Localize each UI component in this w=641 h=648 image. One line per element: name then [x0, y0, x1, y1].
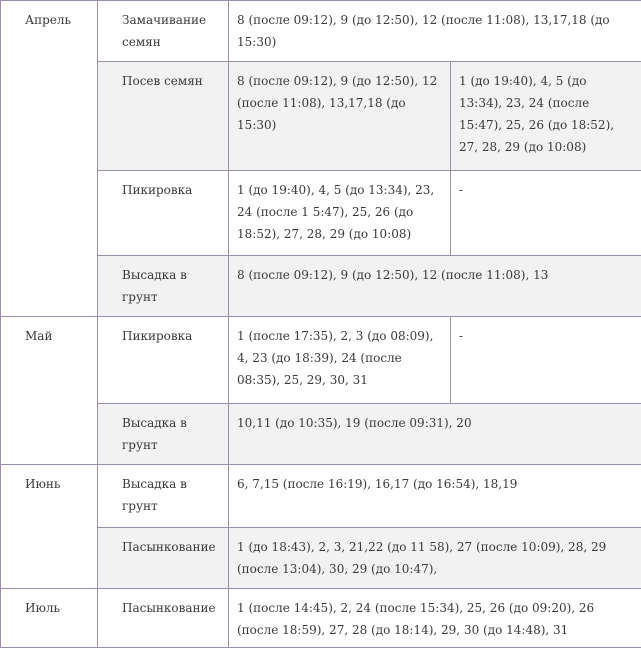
dates-text: - — [459, 183, 463, 197]
operation-label: Высадка в грунт — [122, 477, 187, 513]
dates-text: 8 (после 09:12), 9 (до 12:50), 12 (после 11:08), 13,17,18 (до 15:30) — [237, 74, 437, 132]
month-label: Июль — [25, 601, 60, 615]
table-row — [1, 589, 641, 648]
month-label: Июнь — [25, 477, 60, 491]
dates-cell — [451, 317, 641, 404]
dates-cell — [229, 1, 641, 62]
dates-cell — [451, 171, 641, 256]
dates-cell — [229, 465, 641, 528]
table-row — [1, 528, 641, 589]
table-row — [1, 171, 641, 256]
table-row — [1, 317, 641, 404]
dates-text: 6, 7,15 (после 16:19), 16,17 (до 16:54), 18,19 — [237, 477, 517, 491]
operation-label: Высадка в грунт — [122, 416, 187, 452]
operation-label: Пасынкование — [122, 601, 216, 615]
month-label: Май — [25, 329, 52, 343]
operation-cell — [98, 465, 229, 528]
dates-text: - — [459, 329, 463, 343]
dates-text: 10,11 (до 10:35), 19 (после 09:31), 20 — [237, 416, 472, 430]
table-row — [1, 62, 641, 171]
operation-cell — [98, 404, 229, 465]
operation-cell — [98, 62, 229, 171]
table-row — [1, 404, 641, 465]
dates-cell — [229, 528, 641, 589]
dates-text: 1 (после 17:35), 2, 3 (до 08:09), 4, 23 (до 18:39), 24 (после 08:35), 25, 29, 30, 31 — [237, 329, 433, 387]
operation-cell — [98, 317, 229, 404]
operation-label: Пикировка — [122, 183, 192, 197]
dates-cell — [229, 589, 641, 648]
dates-text: 1 (после 14:45), 2, 24 (после 15:34), 25, 26 (до 09:20), 26 (после 18:59), 27, 28 (до 18:14), 29, 30 (до 14:48), 31 — [237, 601, 594, 637]
month-cell-june — [1, 465, 98, 589]
operation-label: Высадка в грунт — [122, 268, 187, 304]
table-row — [1, 1, 641, 62]
operation-label: Посев семян — [122, 74, 203, 88]
operation-cell — [98, 256, 229, 317]
dates-text: 1 (до 19:40), 4, 5 (до 13:34), 23, 24 (после 1 5:47), 25, 26 (до 18:52), 27, 28, 29 (до 10:08) — [237, 183, 434, 241]
operation-cell — [98, 589, 229, 648]
dates-text: 1 (до 19:40), 4, 5 (до 13:34), 23, 24 (после 15:47), 25, 26 (до 18:52), 27, 28, 29 (до 10:08) — [459, 74, 614, 154]
table-row — [1, 256, 641, 317]
month-label: Апрель — [25, 13, 71, 27]
operation-label: Замачивание семян — [122, 13, 206, 49]
month-cell-july — [1, 589, 98, 648]
operation-cell — [98, 528, 229, 589]
dates-cell — [229, 404, 641, 465]
dates-text: 8 (после 09:12), 9 (до 12:50), 12 (после 11:08), 13 — [237, 268, 548, 282]
dates-cell — [229, 62, 451, 171]
dates-cell — [229, 317, 451, 404]
dates-cell — [451, 62, 641, 171]
dates-cell — [229, 256, 641, 317]
table-row — [1, 465, 641, 528]
dates-text: 8 (после 09:12), 9 (до 12:50), 12 (после 11:08), 13,17,18 (до 15:30) — [237, 13, 610, 49]
dates-text: 1 (до 18:43), 2, 3, 21,22 (до 11 58), 27 (после 10:09), 28, 29 (после 13:04), 30, 29 (до 10:47), — [237, 540, 606, 576]
operation-cell — [98, 1, 229, 62]
operation-label: Пасынкование — [122, 540, 216, 554]
month-cell-april — [1, 1, 98, 317]
dates-cell — [229, 171, 451, 256]
operation-cell — [98, 171, 229, 256]
operation-label: Пикировка — [122, 329, 192, 343]
month-cell-may — [1, 317, 98, 465]
